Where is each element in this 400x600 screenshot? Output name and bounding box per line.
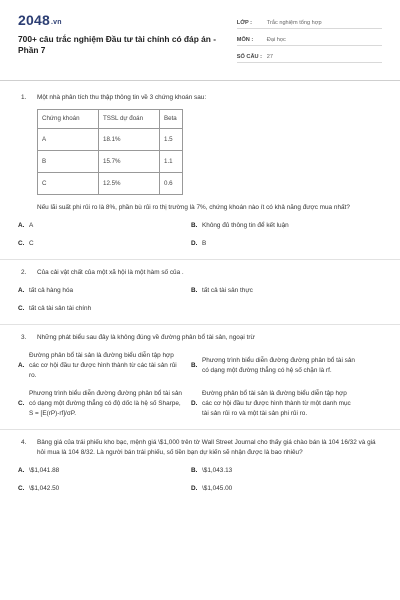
question-text-continued: Nếu lãi suất phi rủi ro là 8%, phần bù rủi ro thị trường là 7%, chứng khoán nào ít có khả năng được mua nhất? xyxy=(37,204,350,211)
meta-value: 27 xyxy=(266,54,274,60)
site-logo[interactable] xyxy=(18,12,237,28)
option-d[interactable] xyxy=(191,480,364,498)
answer-options xyxy=(18,282,382,318)
meta-value: Trắc nghiệm tổng hợp xyxy=(266,20,322,26)
table-header-cell: Beta xyxy=(160,110,183,129)
question-divider xyxy=(0,429,400,430)
option-letter: A. xyxy=(18,222,25,229)
logo-main: 2048 xyxy=(18,12,50,28)
table-cell: 1.1 xyxy=(160,151,183,173)
option-text: Không đủ thông tin để kết luận xyxy=(202,222,289,229)
table-cell: 0.6 xyxy=(160,173,183,195)
question-4 xyxy=(18,438,382,498)
option-letter: D. xyxy=(191,240,198,247)
question-number: 1. xyxy=(21,94,27,101)
meta-label: LỚP : xyxy=(236,20,253,26)
table-cell: A xyxy=(38,129,99,151)
option-b[interactable] xyxy=(191,347,364,385)
question-number: 4. xyxy=(21,439,27,446)
table-header-cell: Chứng khoán xyxy=(38,110,99,129)
option-text: B xyxy=(202,240,207,247)
meta-value: Đại học xyxy=(266,37,286,43)
table-cell: 12.5% xyxy=(99,173,160,195)
option-text: \$1,043.13 xyxy=(202,467,233,474)
option-text: tất cả hàng hóa xyxy=(29,287,74,294)
meta-label: MÔN : xyxy=(236,37,254,43)
option-letter: C. xyxy=(18,400,25,407)
question-text: Bảng giá của trái phiếu kho bạc, mệnh giá \$1,000 trên tờ Wall Street Journal cho thấy giá chào bán là 104 16/32 và giá hỏi mua là 104 8/32. Là người bán trái phiếu, số tiền bạn dự kiến sẽ nhận được là bao nhiêu? xyxy=(37,439,376,456)
question-header xyxy=(18,268,382,278)
question-2 xyxy=(18,268,382,318)
question-body xyxy=(37,109,382,213)
table-header-cell: TSSL dự đoán xyxy=(99,110,160,129)
document-header xyxy=(18,12,382,74)
option-text: tất cả tài sản tài chính xyxy=(29,305,92,312)
option-text: C xyxy=(29,240,34,247)
option-c[interactable] xyxy=(18,385,191,423)
question-3 xyxy=(18,333,382,423)
brand-block xyxy=(18,12,237,56)
option-text: tất cả tài sản thực xyxy=(202,287,253,294)
option-letter: B. xyxy=(191,287,198,294)
option-c[interactable] xyxy=(18,480,191,498)
option-letter: A. xyxy=(18,287,25,294)
option-text: Phương trình biểu diễn đường đường phân bổ tài sản có dạng một đường thẳng có độ dốc là hệ số Sharpe, S = [E(rP)-rf]/σP. xyxy=(29,390,182,417)
table-row xyxy=(38,173,183,195)
option-letter: B. xyxy=(191,222,198,229)
logo-tld: .vn xyxy=(50,19,62,26)
question-divider xyxy=(0,324,400,325)
answer-options xyxy=(18,347,382,423)
table-header-row xyxy=(38,110,183,129)
option-letter: A. xyxy=(18,362,25,369)
table-cell: C xyxy=(38,173,99,195)
option-text: A xyxy=(29,222,34,229)
meta-row-subject xyxy=(237,31,382,46)
table-cell: 1.5 xyxy=(160,129,183,151)
option-c[interactable] xyxy=(18,235,191,253)
question-1 xyxy=(18,93,382,253)
table-row xyxy=(38,129,183,151)
meta-info xyxy=(237,14,382,65)
option-text: Đường phân bổ tài sản là đường biểu diễn tập hợp các cơ hội đầu tư được hình thành từ một danh mục tài sản rủi ro và một tài sản phi rủi ro. xyxy=(202,390,351,417)
option-text: Phương trình biểu diễn đường đường phân bổ tài sản có dạng một đường thẳng có hệ số chặn là rf. xyxy=(202,357,355,374)
option-letter: D. xyxy=(191,485,198,492)
question-number: 3. xyxy=(21,334,27,341)
question-header xyxy=(18,438,382,458)
question-divider xyxy=(0,259,400,260)
table-cell: B xyxy=(38,151,99,173)
question-text: Của cải vật chất của một xã hội là một hàm số của . xyxy=(37,269,184,276)
option-d[interactable] xyxy=(191,385,364,423)
option-b[interactable] xyxy=(191,282,364,300)
question-header xyxy=(18,93,382,103)
option-letter: B. xyxy=(191,362,198,369)
option-text: \$1,041.88 xyxy=(29,467,60,474)
option-d[interactable] xyxy=(191,235,364,253)
option-text: Đường phân bổ tài sản là đường biểu diễn tập hợp các cơ hội đầu tư được hình thành từ các tài sản rủi ro. xyxy=(29,352,177,379)
option-a[interactable] xyxy=(18,347,191,385)
table-cell: 15.7% xyxy=(99,151,160,173)
option-letter: D. xyxy=(191,400,198,407)
securities-table xyxy=(37,109,183,195)
meta-row-count xyxy=(237,48,382,63)
question-text: Một nhà phân tích thu thập thông tin về 3 chứng khoán sau: xyxy=(37,94,207,101)
option-letter: C. xyxy=(18,485,25,492)
option-letter: C. xyxy=(18,305,25,312)
option-letter: A. xyxy=(18,467,25,474)
option-a[interactable] xyxy=(18,462,191,480)
option-b[interactable] xyxy=(191,217,364,235)
option-letter: B. xyxy=(191,467,198,474)
meta-row-class xyxy=(237,14,382,29)
question-header xyxy=(18,333,382,343)
header-divider xyxy=(0,80,400,81)
question-number: 2. xyxy=(21,269,27,276)
option-letter: C. xyxy=(18,240,25,247)
question-text: Những phát biểu sau đây là không đúng về đường phân bổ tài sản, ngoại trừ xyxy=(37,334,255,341)
option-text: \$1,042.50 xyxy=(29,485,60,492)
option-a[interactable] xyxy=(18,282,191,300)
answer-options xyxy=(18,217,382,253)
table-cell: 18.1% xyxy=(99,129,160,151)
option-b[interactable] xyxy=(191,462,364,480)
option-a[interactable] xyxy=(18,217,191,235)
option-c[interactable] xyxy=(18,300,191,318)
table-row xyxy=(38,151,183,173)
option-text: \$1,045.00 xyxy=(202,485,233,492)
page-title: 700+ câu trắc nghiệm Đầu tư tài chính có đáp án - Phần 7 xyxy=(18,34,217,55)
answer-options xyxy=(18,462,382,498)
meta-label: SỐ CÂU : xyxy=(236,54,262,60)
